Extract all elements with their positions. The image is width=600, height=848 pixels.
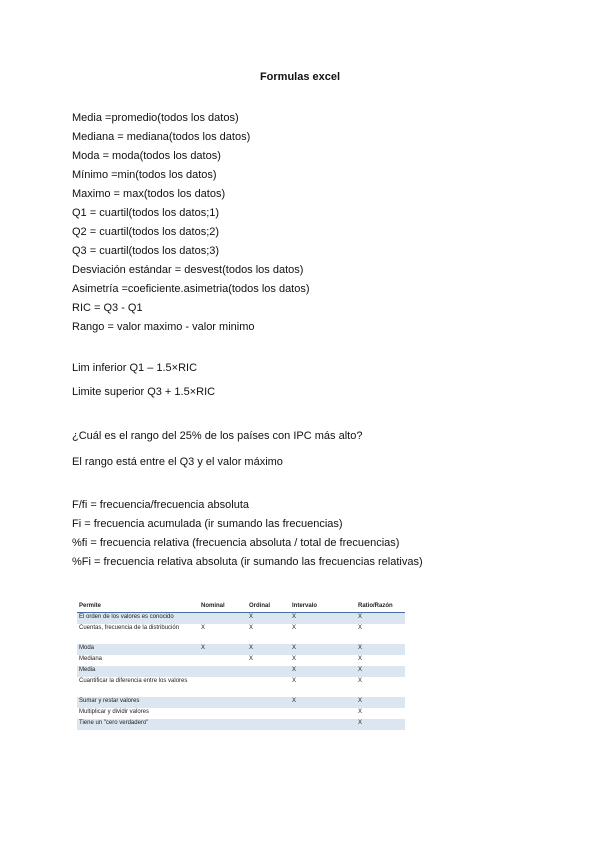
document-title: Formulas excel — [259, 71, 341, 83]
table-row — [77, 697, 405, 708]
cell-intervalo: X — [292, 625, 297, 631]
cell-intervalo: X — [290, 666, 356, 677]
cell-ratio: X — [356, 719, 405, 730]
cell-nominal: X — [201, 625, 206, 631]
cell-ratio: X — [358, 656, 363, 662]
row-label: Media — [77, 666, 199, 677]
table-row — [77, 624, 405, 644]
header-nominal: Nominal — [199, 600, 247, 613]
table-row — [77, 613, 405, 625]
row-label: El orden de los valores es conocido — [77, 613, 199, 625]
cell-ordinal: X — [249, 625, 254, 631]
row-label: Cuentas, frecuencia de la distribución — [79, 625, 180, 631]
row-label: Sumar y restar valores — [77, 697, 199, 708]
answer-text: El rango está entre el Q3 y el valor máximo — [72, 456, 283, 468]
formula-q1: Q1 = cuartil(todos los datos;1) — [72, 207, 220, 219]
cell-nominal — [199, 697, 247, 708]
cell-intervalo: X — [290, 644, 356, 655]
cell-ordinal: X — [247, 613, 290, 625]
cell-ratio: X — [358, 625, 363, 631]
cell-nominal: X — [199, 644, 247, 655]
freq-relativa: %fi = frecuencia relativa (frecuencia absoluta / total de frecuencias) — [72, 537, 400, 549]
formula-mediana: Mediana = mediana(todos los datos) — [72, 131, 251, 143]
formula-q2: Q2 = cuartil(todos los datos;2) — [72, 226, 220, 238]
formula-minimo: Mínimo =min(todos los datos) — [72, 169, 217, 181]
row-label: Cuantificar la diferencia entre los valores — [79, 678, 188, 684]
cell-ordinal — [247, 697, 290, 708]
cell-ordinal — [247, 666, 290, 677]
question-text: ¿Cuál es el rango del 25% de los países con IPC más alto? — [72, 430, 363, 442]
table-row — [77, 666, 405, 677]
formula-rango: Rango = valor maximo - valor minimo — [72, 321, 255, 333]
table-row — [77, 708, 405, 719]
table-row — [77, 677, 405, 697]
scales-table — [77, 600, 405, 730]
table-row — [77, 719, 405, 730]
formula-maximo: Maximo = max(todos los datos) — [72, 188, 226, 200]
formula-asimetria: Asimetría =coeficiente.asimetria(todos los datos) — [72, 283, 310, 295]
limit-inferior: Lim inferior Q1 – 1.5×RIC — [72, 362, 198, 374]
cell-intervalo: X — [292, 678, 297, 684]
freq-acumulada: Fi = frecuencia acumulada (ir sumando las frecuencias) — [72, 518, 343, 530]
cell-ordinal — [247, 719, 290, 730]
cell-intervalo — [290, 719, 356, 730]
cell-ordinal — [247, 677, 290, 697]
limit-superior: Limite superior Q3 + 1.5×RIC — [72, 386, 216, 398]
freq-absoluta: F/fi = frecuencia/frecuencia absoluta — [72, 499, 250, 511]
cell-nominal — [199, 655, 247, 666]
cell-nominal — [199, 719, 247, 730]
cell-nominal — [199, 666, 247, 677]
cell-ordinal — [247, 708, 290, 719]
table-header-row — [77, 600, 405, 613]
cell-nominal — [199, 708, 247, 719]
cell-ratio: X — [356, 697, 405, 708]
header-ratio: Ratio/Razón — [356, 600, 405, 613]
table-row — [77, 644, 405, 655]
header-ordinal: Ordinal — [247, 600, 290, 613]
header-intervalo: Intervalo — [290, 600, 356, 613]
cell-ordinal: X — [247, 644, 290, 655]
cell-ratio: X — [356, 613, 405, 625]
header-permite: Permite — [77, 600, 199, 613]
formula-desviacion: Desviación estándar = desvest(todos los datos) — [72, 264, 304, 276]
cell-ratio: X — [358, 678, 363, 684]
row-label: Tiene un "cero verdadero" — [77, 719, 199, 730]
cell-intervalo: X — [292, 656, 297, 662]
cell-ratio: X — [358, 709, 363, 715]
formula-q3: Q3 = cuartil(todos los datos;3) — [72, 245, 220, 257]
cell-ratio: X — [356, 644, 405, 655]
cell-intervalo: X — [290, 697, 356, 708]
row-label: Mediana — [79, 656, 103, 662]
freq-relativa-absoluta: %Fi = frecuencia relativa absoluta (ir sumando las frecuencias relativas) — [72, 556, 423, 568]
cell-ordinal: X — [249, 656, 254, 662]
table-row — [77, 655, 405, 666]
formula-moda: Moda = moda(todos los datos) — [72, 150, 221, 162]
formula-media: Media =promedio(todos los datos) — [72, 112, 239, 124]
formula-ric: RIC = Q3 - Q1 — [72, 302, 143, 314]
cell-ratio: X — [356, 666, 405, 677]
row-label: Multiplicar y dividir valores — [79, 709, 150, 715]
cell-nominal — [199, 677, 247, 697]
cell-intervalo — [290, 708, 356, 719]
cell-nominal — [199, 613, 247, 625]
row-label: Moda — [77, 644, 199, 655]
cell-intervalo: X — [290, 613, 356, 625]
